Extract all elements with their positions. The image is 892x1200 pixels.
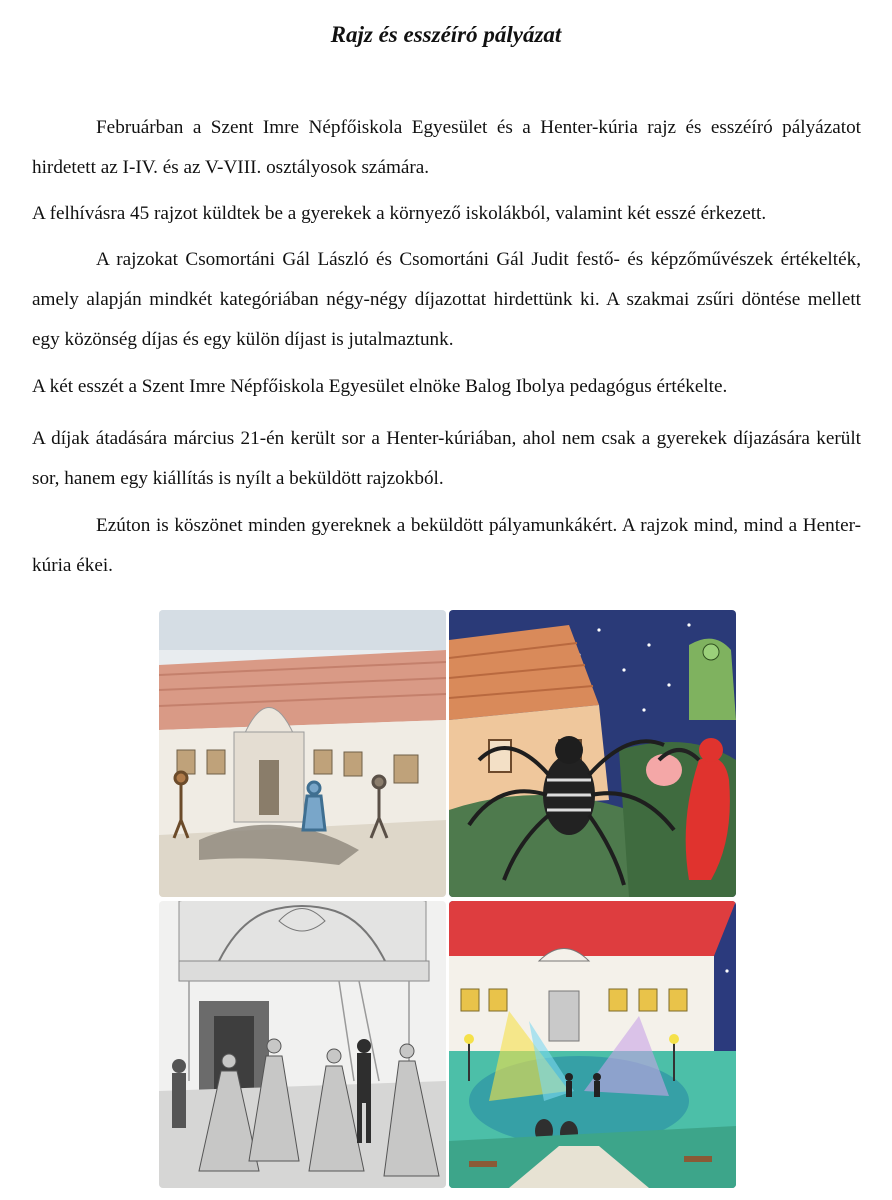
drawings-collage: [159, 610, 737, 1188]
paragraph-thanks: Ezúton is köszönet minden gyereknek a beküldött pályamunkákért. A rajzok mind, mind a Henter-kúria ékei.: [32, 515, 861, 576]
manor-watercolor-drawing: [159, 610, 446, 897]
paragraph-jury: A rajzokat Csomortáni Gál László és Csomortáni Gál Judit festő- és képzőművészek értékelték, amely alapján mindkét kategóriában négy-négy díjazottat hirdettünk ki. A szakmai zsűri döntése mellett egy közönség díjas és egy külön díjast is jutalmaztunk.: [32, 249, 861, 350]
spider-night-drawing: [449, 610, 736, 897]
ballroom-pencil-drawing: [159, 901, 446, 1188]
manor-night-garden-drawing: [449, 901, 736, 1188]
paragraph-essays: A két esszét a Szent Imre Népfőiskola Egyesület elnöke Balog Ibolya pedagógus értékelte.: [32, 376, 728, 397]
paragraph-announcement: Februárban a Szent Imre Népfőiskola Egyesület és a Henter-kúria rajz és esszéíró pályázatot hirdetett az I-IV. és az V-VIII. osztályosok számára.: [32, 117, 861, 178]
document-title: Rajz és esszéíró pályázat: [330, 22, 562, 47]
paragraph-ceremony: A díjak átadására március 21-én került sor a Henter-kúriában, ahol nem csak a gyerekek díjazására került sor, hanem egy kiállítás is nyílt a beküldött rajzokból.: [32, 428, 861, 489]
paragraph-submissions: A felhívásra 45 rajzot küldtek be a gyerekek a környező iskolákból, valamint két esszé érkezett.: [32, 203, 767, 224]
